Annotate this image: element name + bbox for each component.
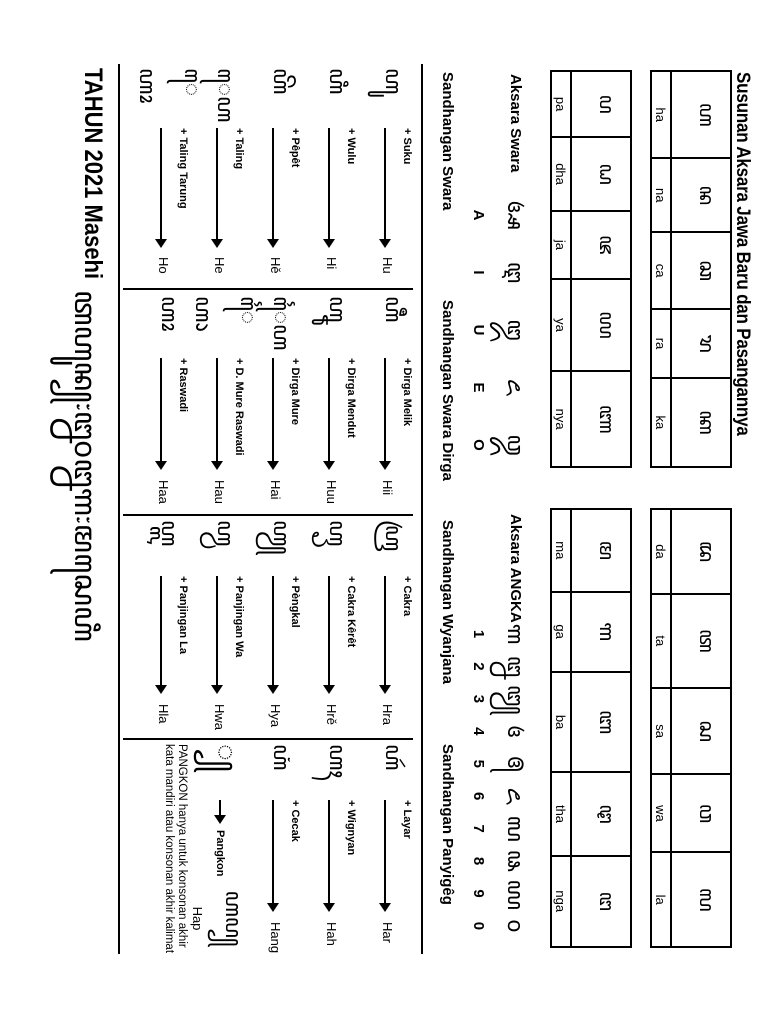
sandhangan-arrow bbox=[379, 128, 413, 253]
section-swara bbox=[136, 68, 416, 282]
swara-latin: I bbox=[470, 270, 487, 275]
footer-jv: ꦠꦲꦸꦤ꧀꧇꧒꧐꧒꧑꧇ꦩꦱꦺꦲꦶ bbox=[67, 290, 102, 642]
sandhangan-row bbox=[360, 520, 416, 734]
sandhangan-row bbox=[134, 68, 204, 282]
aksara-cell: ꦲ bbox=[671, 71, 731, 158]
arrow-icon bbox=[384, 128, 386, 246]
sandhangan-jv: ꦲꦷ bbox=[380, 296, 406, 323]
arrow-icon bbox=[384, 358, 386, 468]
arrow-icon bbox=[272, 800, 274, 910]
sandhangan-label: + Pèngkal bbox=[289, 576, 301, 628]
angka-item bbox=[470, 620, 532, 648]
aksara-jv-row bbox=[671, 509, 731, 947]
sandhangan-row bbox=[136, 520, 192, 734]
angka-jv: ꧐ bbox=[502, 919, 527, 933]
arrow-icon bbox=[328, 800, 330, 910]
aksara-latin-row bbox=[651, 71, 671, 467]
aksara-latin: ma bbox=[551, 509, 571, 592]
aksara-latin: ba bbox=[551, 672, 571, 773]
sandhangan-label: + Cakra Kêrêt bbox=[345, 576, 357, 648]
sandhangan-label: + Wignyan bbox=[345, 800, 357, 856]
angka-jv: ꧗ bbox=[502, 815, 527, 842]
aksara-latin: pa bbox=[551, 71, 571, 137]
swara-item bbox=[470, 248, 532, 298]
arrow-icon bbox=[272, 128, 274, 246]
sandhangan-arrow bbox=[211, 128, 245, 253]
swara-latin: U bbox=[470, 324, 487, 336]
angka-item bbox=[470, 880, 532, 908]
angka-jv: ꧖ bbox=[502, 787, 527, 805]
aksara-latin: ta bbox=[651, 594, 671, 688]
arrow-icon bbox=[272, 576, 274, 692]
sandhangan-row bbox=[192, 520, 248, 734]
aksara-latin: nga bbox=[551, 856, 571, 947]
divider bbox=[123, 288, 413, 290]
aksara-angka-row bbox=[470, 620, 532, 940]
aksara-cell: ꦩ bbox=[571, 509, 631, 592]
arrow-icon bbox=[328, 358, 330, 468]
sandhangan-arrow bbox=[267, 576, 301, 700]
sandhangan-label: + Raswadi bbox=[177, 358, 189, 413]
swara-latin: E bbox=[470, 382, 487, 393]
section-title-swara: Sandhangan Swara bbox=[439, 72, 456, 211]
sandhangan-jv: ꦲꦽ bbox=[324, 520, 350, 547]
sandhangan-label: + Dirga Melik bbox=[401, 358, 413, 427]
aksara-cell: ꦠ bbox=[671, 594, 731, 688]
sandhangan-label: + D. Mure Raswadi bbox=[233, 358, 245, 456]
sandhangan-result: Huu bbox=[324, 480, 340, 504]
sandhangan-jv: ꦲ꧀ꦮ bbox=[212, 520, 238, 547]
sandhangan-row bbox=[360, 744, 416, 958]
angka-item bbox=[470, 717, 532, 745]
sandhangan-label: + Taling Tarung bbox=[177, 128, 189, 209]
sandhangan-arrow bbox=[155, 128, 189, 253]
aksara-table-2 bbox=[650, 508, 732, 948]
aksara-latin: dha bbox=[551, 137, 571, 211]
aksara-cell: ꦝ bbox=[571, 137, 631, 211]
sandhangan-result: Har bbox=[380, 922, 396, 943]
sandhangan-result: Hya bbox=[268, 704, 284, 728]
pangkon-result-jv: ꦲꦥ꧀ bbox=[220, 890, 245, 947]
sandhangan-result: Hla bbox=[156, 704, 172, 724]
sandhangan-result: He bbox=[212, 257, 228, 274]
aksara-cell: ꦚ bbox=[571, 371, 631, 467]
angka-jv: ꧒ bbox=[502, 655, 527, 678]
sandhangan-arrow bbox=[323, 358, 357, 476]
aksara-latin-row bbox=[551, 509, 571, 947]
aksara-latin-row bbox=[651, 509, 671, 947]
arrow-icon bbox=[216, 576, 218, 692]
aksara-cell: ꦤ bbox=[671, 158, 731, 232]
sandhangan-row bbox=[360, 68, 416, 282]
aksara-cell: ꦭ bbox=[671, 852, 731, 947]
sandhangan-result: Hah bbox=[324, 922, 340, 946]
section-title-swara-dirga: Sandhangan Swara Dirga bbox=[439, 300, 456, 481]
angka-item bbox=[470, 912, 532, 940]
sandhangan-row bbox=[136, 296, 192, 510]
sandhangan-result: Hang bbox=[268, 922, 284, 954]
aksara-cell: ꦫ bbox=[671, 309, 731, 378]
aksara-cell: ꦛ bbox=[571, 772, 631, 855]
swara-latin: A bbox=[470, 209, 487, 221]
pangkon-note: PANGKON hanya untuk konsonan akhir kata mandiri atau konsonan akhir kalimat bbox=[163, 744, 188, 954]
aksara-table-3 bbox=[550, 70, 632, 468]
sandhangan-arrow bbox=[155, 358, 189, 476]
sandhangan-row bbox=[248, 68, 304, 282]
sandhangan-jv: ꦲꦸ bbox=[380, 68, 406, 95]
sandhangan-label: + Cakra bbox=[401, 576, 413, 617]
aksara-cell: ꦧ bbox=[571, 672, 631, 773]
angka-jv: ꧙ bbox=[502, 879, 527, 910]
sandhangan-result: Hii bbox=[380, 480, 396, 496]
sandhangan-jv: ꦲꦾ bbox=[268, 520, 294, 555]
sandhangan-jv: ꦺꦲ bbox=[212, 68, 238, 123]
sandhangan-arrow bbox=[379, 576, 413, 700]
sandhangan-jv: ꦲꦴ bbox=[156, 296, 182, 332]
sandhangan-arrow bbox=[379, 800, 413, 918]
sandhangan-arrow bbox=[323, 800, 357, 918]
aksara-cell: ꦮ bbox=[671, 774, 731, 852]
angka-item bbox=[470, 652, 532, 680]
sandhangan-label: + Suku bbox=[401, 128, 413, 165]
aksara-latin: ca bbox=[651, 232, 671, 309]
aksara-cell: ꦒ bbox=[571, 592, 631, 672]
angka-latin: 7 bbox=[470, 824, 487, 833]
section-swara-dirga bbox=[136, 296, 416, 510]
sandhangan-label: + Panjingan La bbox=[177, 576, 189, 654]
aksara-cell: ꦢ bbox=[671, 509, 731, 594]
divider bbox=[421, 64, 423, 954]
sandhangan-row bbox=[304, 296, 360, 510]
aksara-jv-row bbox=[571, 509, 631, 947]
aksara-jv-row bbox=[671, 71, 731, 467]
sandhangan-result: Hu bbox=[380, 257, 396, 274]
sandhangan-jv: ꦻꦲꦵ bbox=[190, 296, 260, 332]
angka-item bbox=[470, 847, 532, 875]
section-title-wyanjana: Sandhangan Wyanjana bbox=[439, 520, 456, 684]
angka-latin: 5 bbox=[470, 759, 487, 768]
aksara-cell: ꦏ bbox=[671, 378, 731, 467]
page-title: Susunan Aksara Jawa Baru dan Pasangannya bbox=[732, 72, 754, 436]
arrow-icon bbox=[160, 128, 162, 246]
aksara-swara-row bbox=[470, 190, 532, 470]
aksara-latin: ga bbox=[551, 592, 571, 672]
angka-latin: 6 bbox=[470, 792, 487, 801]
arrow-icon bbox=[216, 128, 218, 246]
sandhangan-result: Hi bbox=[324, 257, 340, 270]
sandhangan-arrow bbox=[211, 576, 245, 700]
sandhangan-jv: ꦲꦶ bbox=[324, 68, 350, 95]
angka-jv: ꧑ bbox=[502, 623, 527, 645]
sandhangan-label: + Wulu bbox=[345, 128, 357, 165]
aksara-cell: ꦥ bbox=[571, 71, 631, 137]
sandhangan-result: Ho bbox=[156, 257, 172, 274]
angka-latin: 0 bbox=[470, 921, 487, 931]
sandhangan-row bbox=[248, 744, 304, 958]
sandhangan-arrow bbox=[155, 576, 189, 700]
aksara-latin: ra bbox=[651, 309, 671, 378]
divider bbox=[118, 64, 120, 954]
swara-item bbox=[470, 190, 532, 240]
swara-jv: ꦎ bbox=[502, 434, 527, 456]
sandhangan-jv: ꦲ꧀ꦭ bbox=[156, 520, 182, 547]
aksara-latin: ha bbox=[651, 71, 671, 158]
sandhangan-arrow bbox=[267, 128, 301, 253]
pangkon-result bbox=[190, 890, 250, 946]
angka-latin: 2 bbox=[470, 662, 487, 671]
sandhangan-label: + Cecak bbox=[289, 800, 301, 842]
footer-year: TAHUN 2021 Masehi bbox=[79, 68, 108, 280]
sandhangan-row bbox=[360, 296, 416, 510]
sandhangan-arrow bbox=[267, 800, 301, 918]
sandhangan-result: Hau bbox=[212, 480, 228, 504]
swara-item bbox=[470, 363, 532, 413]
arrow-icon bbox=[216, 358, 218, 468]
sandhangan-row bbox=[304, 68, 360, 282]
divider bbox=[123, 738, 413, 740]
sandhangan-result: Hwa bbox=[212, 704, 228, 731]
sandhangan-row bbox=[248, 520, 304, 734]
sandhangan-arrow bbox=[379, 358, 413, 476]
arrow-icon bbox=[328, 576, 330, 692]
angka-latin: 4 bbox=[470, 727, 487, 736]
divider bbox=[123, 514, 413, 516]
aksara-cell: ꦔ bbox=[571, 856, 631, 947]
aksara-cell: ꦪ bbox=[571, 279, 631, 371]
aksara-latin: la bbox=[651, 852, 671, 947]
angka-jv: ꧔ bbox=[502, 724, 527, 738]
aksara-cell: ꦗ bbox=[571, 211, 631, 279]
sandhangan-label: + Taling bbox=[233, 128, 245, 170]
sandhangan-arrow bbox=[323, 576, 357, 700]
aksara-latin: na bbox=[651, 158, 671, 232]
aksara-angka-label: Aksara ANGKA bbox=[507, 514, 524, 623]
sandhangan-result: Hě bbox=[268, 257, 284, 274]
angka-item bbox=[470, 815, 532, 843]
pangkon-jv: ꧀ bbox=[210, 744, 244, 772]
angka-latin: 8 bbox=[470, 856, 487, 866]
aksara-cell: ꦱ bbox=[671, 688, 731, 775]
sandhangan-jv: ꦲꦁ bbox=[268, 744, 294, 771]
sandhangan-result: Hra bbox=[380, 704, 396, 725]
aksara-latin: da bbox=[651, 509, 671, 594]
angka-jv: ꧕ bbox=[502, 755, 527, 772]
sandhangan-row bbox=[304, 744, 360, 958]
sandhangan-arrow bbox=[323, 128, 357, 253]
arrow-icon bbox=[328, 128, 330, 246]
swara-jv: ꦈ bbox=[502, 319, 527, 341]
angka-latin: 9 bbox=[470, 889, 487, 898]
arrow-icon bbox=[384, 800, 386, 910]
pangkon-label: Pangkon bbox=[214, 830, 226, 877]
swara-jv: ꦌ bbox=[502, 378, 527, 397]
arrow-icon bbox=[160, 358, 162, 468]
arrow-icon bbox=[272, 358, 274, 468]
sandhangan-row bbox=[304, 520, 360, 734]
aksara-swara-label: Aksara Swara bbox=[507, 74, 524, 173]
pangkon-row bbox=[192, 744, 248, 958]
arrow-icon bbox=[219, 800, 221, 822]
swara-jv: ꦄ bbox=[502, 200, 527, 230]
sandhangan-jv: ꦲꦹ bbox=[324, 296, 350, 323]
section-panyigeg bbox=[162, 744, 416, 958]
swara-latin: O bbox=[470, 439, 487, 451]
sandhangan-result: Haa bbox=[156, 480, 172, 504]
aksara-latin: wa bbox=[651, 774, 671, 852]
aksara-cell: ꦕ bbox=[671, 232, 731, 309]
sandhangan-jv: ꦲꦿ bbox=[380, 520, 406, 552]
angka-jv: ꧓ bbox=[502, 684, 527, 715]
sandhangan-jv: ꦲꦂ bbox=[380, 744, 406, 771]
sandhangan-label: + Pêpêt bbox=[289, 128, 301, 168]
sandhangan-row bbox=[190, 296, 260, 510]
sandhangan-arrow bbox=[211, 358, 245, 476]
aksara-latin: ka bbox=[651, 378, 671, 467]
aksara-latin: ya bbox=[551, 279, 571, 371]
sandhangan-jv: ꦻꦲ bbox=[268, 296, 294, 351]
sandhangan-label: + Panjingan Wa bbox=[233, 576, 245, 658]
swara-jv: ꦅ bbox=[502, 261, 527, 284]
aksara-jv-row bbox=[571, 71, 631, 467]
sandhangan-label: + Dirga Mure bbox=[289, 358, 301, 425]
aksara-latin: sa bbox=[651, 688, 671, 775]
angka-item bbox=[470, 750, 532, 778]
arrow-icon bbox=[160, 576, 162, 692]
sandhangan-jv: ꦺꦲꦴ bbox=[134, 68, 204, 104]
arrow-icon bbox=[384, 576, 386, 692]
sandhangan-label: + Dirga Mendut bbox=[345, 358, 357, 438]
angka-jv: ꧘ bbox=[502, 849, 527, 873]
sandhangan-result: Hrě bbox=[324, 704, 340, 725]
aksara-table-1 bbox=[650, 70, 732, 468]
section-wyanjana bbox=[136, 520, 416, 734]
angka-latin: 1 bbox=[470, 629, 487, 639]
aksara-table-4 bbox=[550, 508, 632, 948]
swara-item bbox=[470, 305, 532, 355]
sandhangan-arrow bbox=[267, 358, 301, 476]
sandhangan-label: + Layar bbox=[401, 800, 413, 839]
section-title-panyigeg: Sandhangan Panyigêg bbox=[439, 744, 456, 905]
angka-latin: 3 bbox=[470, 694, 487, 704]
aksara-latin-row bbox=[551, 71, 571, 467]
pangkon-result-latin: Hap bbox=[190, 906, 205, 931]
angka-item bbox=[470, 782, 532, 810]
aksara-latin: nya bbox=[551, 371, 571, 467]
aksara-latin: ja bbox=[551, 211, 571, 279]
swara-item bbox=[470, 420, 532, 470]
sandhangan-jv: ꦲꦃ bbox=[324, 744, 350, 779]
sandhangan-jv: ꦲꦼ bbox=[268, 68, 294, 95]
sandhangan-result: Hai bbox=[268, 480, 284, 500]
angka-item bbox=[470, 685, 532, 713]
aksara-latin: tha bbox=[551, 772, 571, 855]
